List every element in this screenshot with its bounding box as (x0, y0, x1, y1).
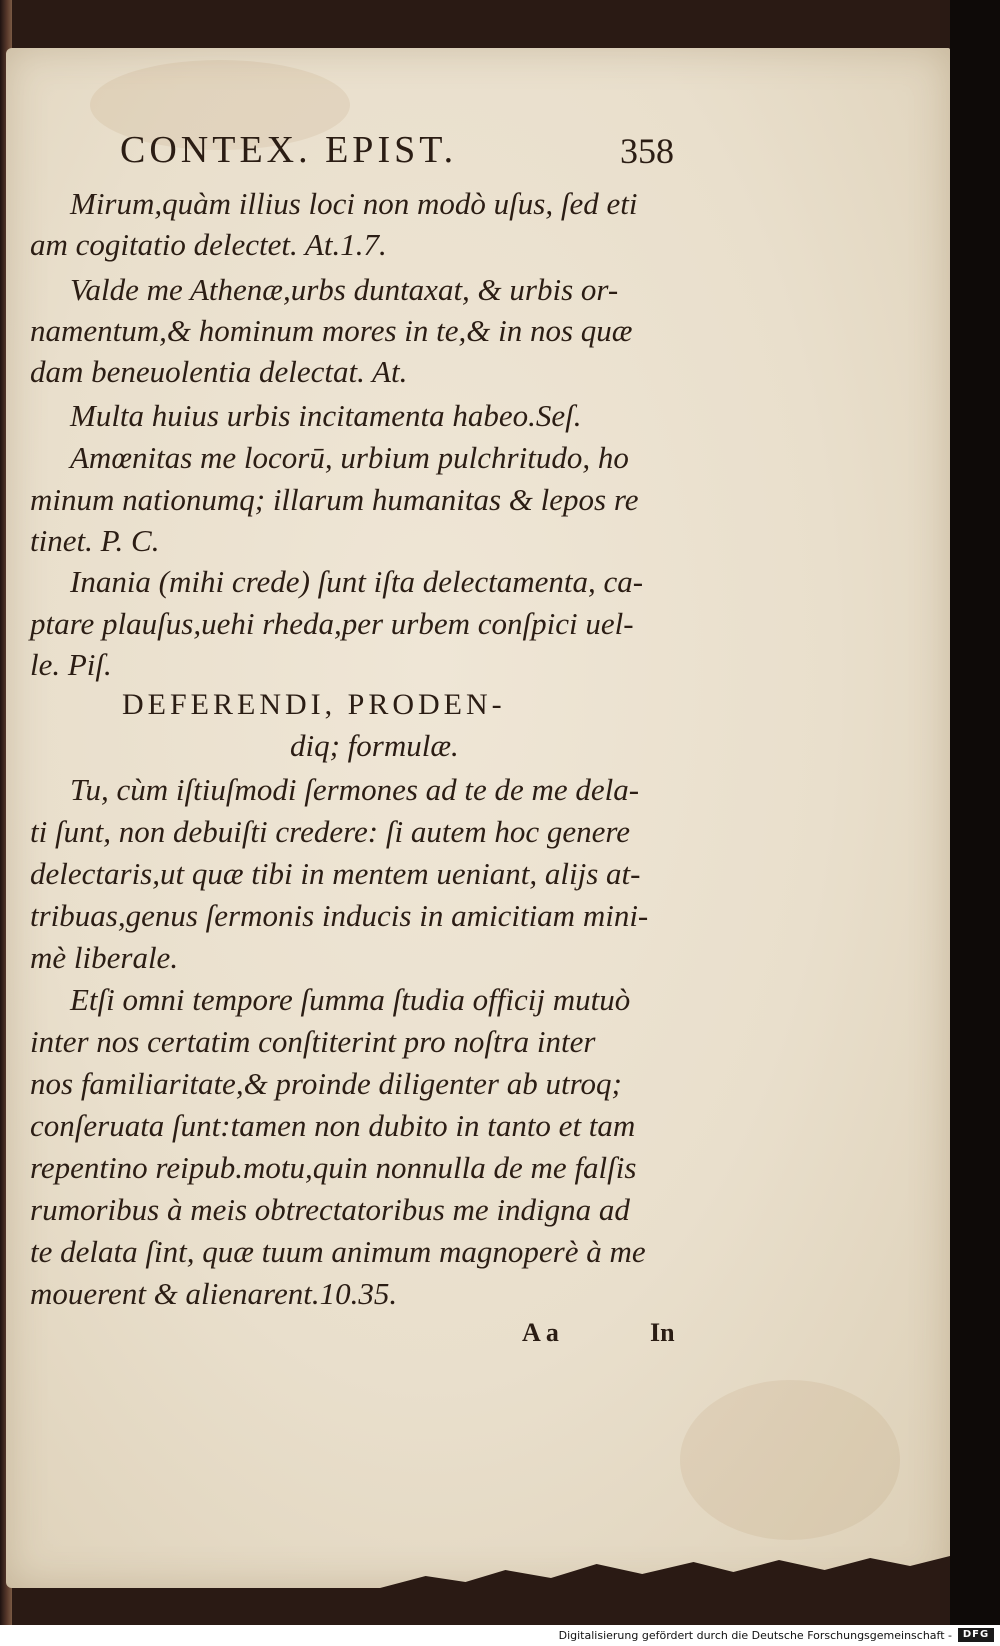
text-line: Tu, cùm iſtiuſmodi ſermones ad te de me dela- (70, 772, 640, 807)
text-line: tribuas,genus ſermonis inducis in amicitiam mini- (30, 898, 649, 933)
text-line: rumoribus à meis obtrectatoribus me indigna ad (30, 1192, 630, 1227)
text-line: dam beneuolentia delectat. At. (30, 354, 408, 389)
text-line: minum nationumq; illarum humanitas & lepos re (30, 482, 639, 517)
footer-bar (0, 1625, 1000, 1646)
text-line: nos familiaritate,& proinde diligenter ab utroq; (30, 1066, 622, 1101)
text-line: Multa huius urbis incitamenta habeo.Seſ. (70, 398, 582, 433)
text-line: delectaris,ut quæ tibi in mentem ueniant, alijs at- (30, 856, 641, 891)
text-line: ti ſunt, non debuiſti credere: ſi autem hoc genere (30, 814, 631, 849)
running-header: CONTEX. EPIST. (120, 129, 458, 171)
text-line: inter nos certatim conſtiterint pro noſtra inter (30, 1024, 596, 1059)
text-line: Amœnitas me locorū, urbium pulchritudo, ho (70, 440, 629, 475)
signature-mark: A a (522, 1318, 559, 1347)
scan-dark-margin (950, 0, 1000, 1625)
text-line: le. Piſ. (30, 647, 112, 682)
text-line: namentum,& hominum mores in te,& in nos quæ (30, 313, 633, 348)
text-line: ptare plauſus,uehi rheda,per urbem conſpici uel- (30, 606, 634, 641)
dfg-logo: DFG (958, 1628, 994, 1642)
text-line: te delata ſint, quæ tuum animum magnoperè à me (30, 1234, 646, 1269)
page-number: 358 (620, 131, 674, 171)
text-line: Etſi omni tempore ſumma ſtudia officij mutuò (70, 982, 631, 1017)
text-line: am cogitatio delectet. At.1.7. (30, 227, 387, 262)
text-line: tinet. P. C. (30, 523, 160, 558)
section-heading: DEFERENDI, PRODEN- (122, 688, 506, 721)
text-line: mè liberale. (30, 940, 179, 975)
text-line: conſeruata ſunt:tamen non dubito in tanto et tam (30, 1108, 636, 1143)
funding-credit: Digitalisierung gefördert durch die Deutsche Forschungsgemeinschaft - (558, 1629, 952, 1642)
text-line: Mirum,quàm illius loci non modò uſus, ſed eti (70, 186, 638, 221)
text-line: repentino reipub.motu,quin nonnulla de me falſis (30, 1150, 637, 1185)
section-subheading: diq; formulæ. (290, 728, 459, 763)
text-line: mouerent & alienarent.10.35. (30, 1276, 398, 1311)
text-line: Valde me Athenæ,urbs duntaxat, & urbis or- (70, 272, 619, 307)
text-line: Inania (mihi crede) ſunt iſta delectamenta, ca- (70, 564, 644, 599)
catchword: In (650, 1318, 675, 1347)
